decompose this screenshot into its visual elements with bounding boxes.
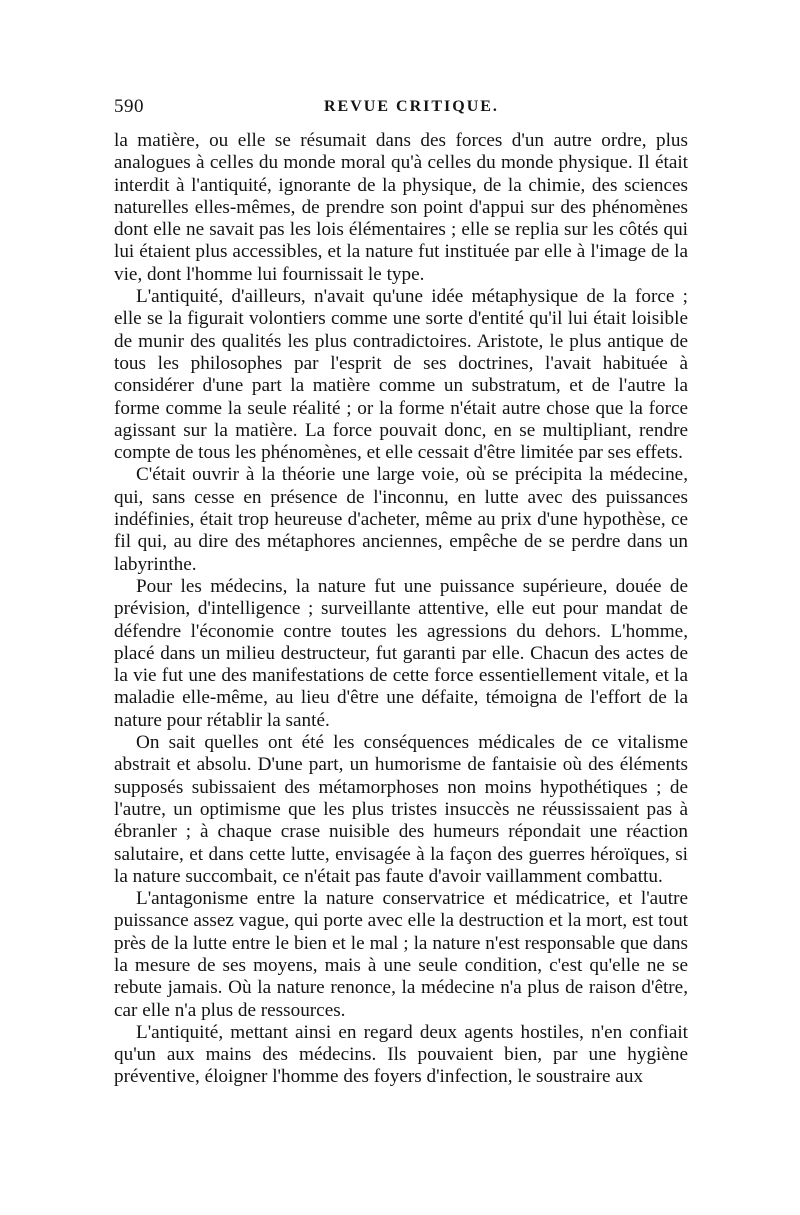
paragraph: Pour les médecins, la nature fut une puissance supérieure, douée de prévision, d'intelligence ; surveillante attentive, elle eut pour mandat de défendre l'économie contre toutes les agressions du dehors. L'homme, placé dans un milieu destructeur, fut garanti par elle. Chacun des actes de la vie fut une des manifestations de cette force essentiellement vitale, et la maladie elle-même, au lieu d'être une défaite, témoigna de l'effort de la nature pour rétablir la santé. [114, 575, 688, 731]
paragraph: L'antiquité, d'ailleurs, n'avait qu'une idée métaphysique de la force ; elle se la figurait volontiers comme une sorte d'entité qu'il lui était loisible de munir des qualités les plus contradictoires. Aristote, le plus antique de tous les philosophes par l'esprit de ses doctrines, l'avait habituée à considérer d'une part la matière comme un substratum, et de l'autre la forme comme la seule réalité ; or la forme n'était autre chose que la force agissant sur la matière. La force pouvait donc, en se multipliant, rendre compte de tous les phénomènes, et elle cessait d'être limitée par ses effets. [114, 286, 688, 464]
paragraph: C'était ouvrir à la théorie une large voie, où se précipita la médecine, qui, sans cesse en présence de l'inconnu, en lutte avec des puissances indéfinies, était trop heureuse d'acheter, même au prix d'une hypothèse, ce fil qui, au dire des métaphores anciennes, empêche de se perdre dans un labyrinthe. [114, 464, 688, 575]
book-page [114, 96, 688, 1089]
body-text [114, 130, 688, 1089]
page-header [114, 96, 688, 130]
page-number: 590 [114, 96, 144, 117]
paragraph: L'antagonisme entre la nature conservatrice et médicatrice, et l'autre puissance assez vague, qui porte avec elle la destruction et la mort, est tout près de la lutte entre le bien et le mal ; la nature n'est responsable que dans la mesure de ses moyens, mais à une seule condition, c'est qu'elle ne se rebute jamais. Où la nature renonce, la médecine n'a plus de raison d'être, car elle n'a plus de ressources. [114, 888, 688, 1021]
running-title: REVUE CRITIQUE. [324, 98, 499, 115]
paragraph: L'antiquité, mettant ainsi en regard deux agents hostiles, n'en confiait qu'un aux mains des médecins. Ils pouvaient bien, par une hygiène préventive, éloigner l'homme des foyers d'infection, le soustraire aux [114, 1021, 688, 1088]
paragraph: On sait quelles ont été les conséquences médicales de ce vitalisme abstrait et absolu. D'une part, un humorisme de fantaisie où des éléments supposés subissaient des métamorphoses non moins hypothétiques ; de l'autre, un optimisme que les plus tristes insuccès ne réussissaient pas à ébranler ; à chaque crase nuisible des humeurs répondait une réaction salutaire, et dans cette lutte, envisagée à la façon des guerres héroïques, si la nature succombait, ce n'était pas faute d'avoir vaillamment combattu. [114, 732, 688, 887]
paragraph: la matière, ou elle se résumait dans des forces d'un autre ordre, plus analogues à celles du monde moral qu'à celles du monde physique. Il était interdit à l'antiquité, ignorante de la physique, de la chimie, des sciences naturelles elles-mêmes, de prendre son point d'appui sur des phénomènes dont elle ne savait pas les lois élémentaires ; elle se replia sur les côtés qui lui étaient plus accessibles, et la nature fut instituée par elle à l'image de la vie, dont l'homme lui fournissait le type. [114, 130, 688, 285]
